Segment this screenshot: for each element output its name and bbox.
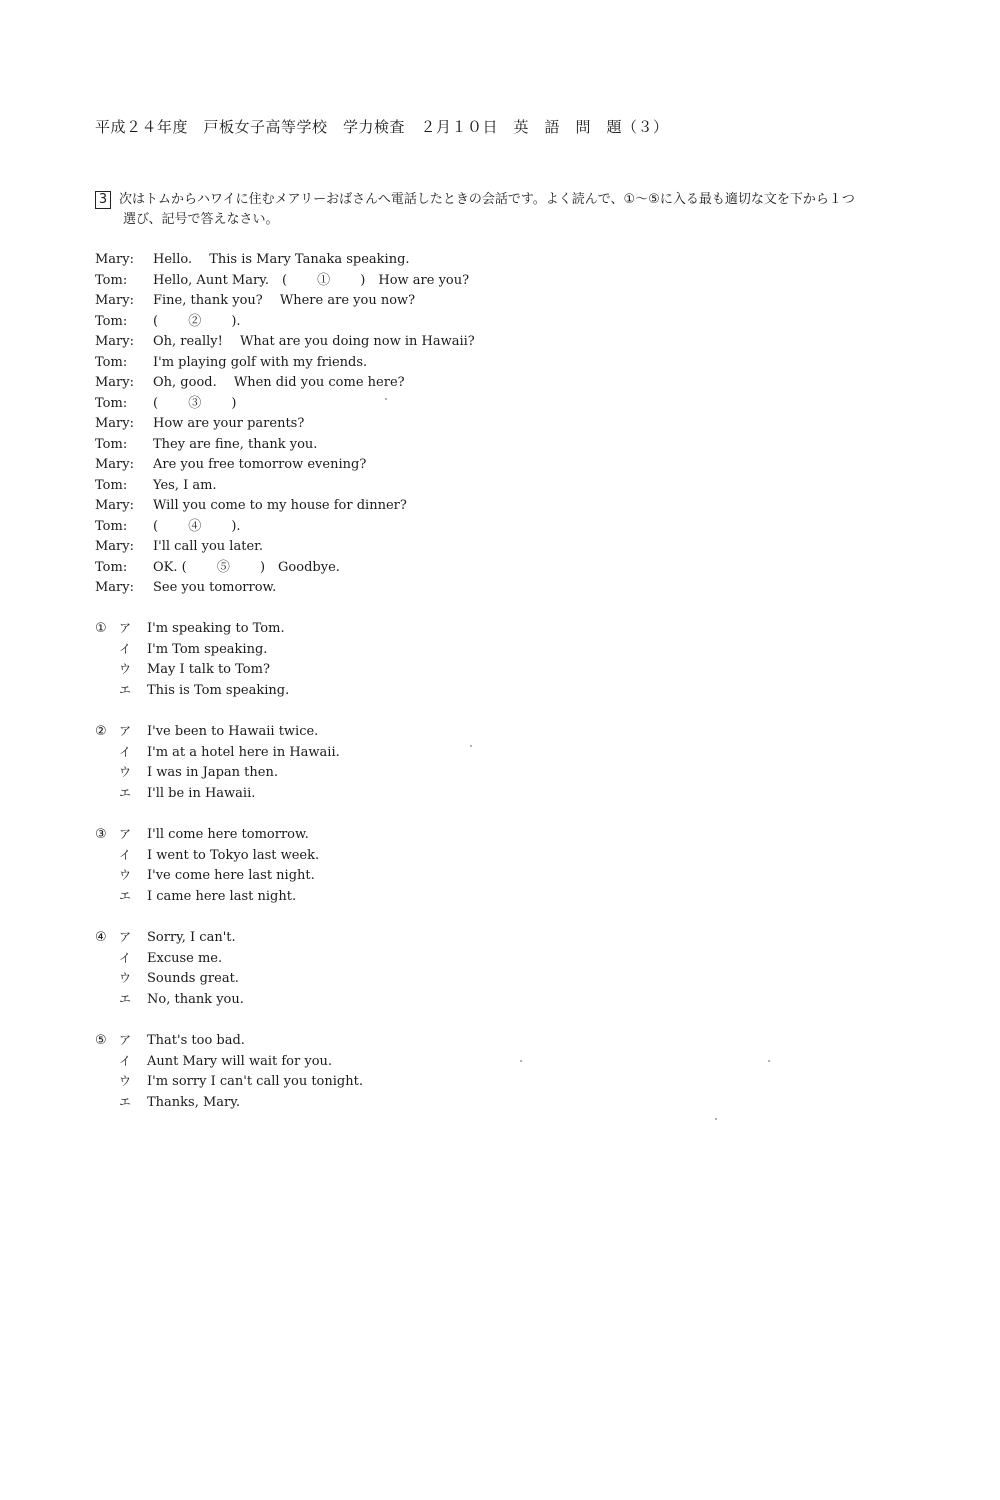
option-text: I came here last night. <box>147 888 297 904</box>
speaker-name: Mary: <box>95 334 134 349</box>
choice-option <box>95 865 363 886</box>
dialogue-line <box>95 476 795 497</box>
dialogue-line <box>95 435 795 456</box>
choice-group <box>95 618 363 700</box>
option-label: ウ <box>119 971 132 985</box>
dialogue-text: Oh, good. When did you come here? <box>153 375 405 390</box>
option-label: エ <box>119 1094 132 1109</box>
option-text: I've come here last night. <box>147 868 315 883</box>
dialogue-line <box>95 455 795 476</box>
instruction-text-2: 選び、記号で答えなさい。 <box>123 212 279 227</box>
choice-option <box>95 742 363 763</box>
speaker-name: Tom: <box>95 272 128 288</box>
scan-speck <box>470 745 472 747</box>
speaker-name: Mary: <box>95 539 134 554</box>
option-label: イ <box>119 1053 132 1068</box>
option-label: ア <box>119 724 132 738</box>
dialogue-line <box>95 312 795 333</box>
choice-option <box>95 762 363 783</box>
option-label: エ <box>119 785 132 800</box>
dialogue-text: They are fine, thank you. <box>153 436 318 452</box>
option-label: ア <box>119 621 132 635</box>
dialogue-line <box>95 373 795 394</box>
dialogue-text: How are your parents? <box>153 416 305 431</box>
dialogue-text: ( ② ). <box>153 313 241 329</box>
choice-option <box>95 639 363 660</box>
option-label: イ <box>119 641 132 656</box>
dialogue-text: ( ③ ) <box>153 395 237 411</box>
dialogue-line <box>95 291 795 312</box>
option-label: エ <box>119 888 132 903</box>
dialogue-line <box>95 250 795 271</box>
option-text: That's too bad. <box>147 1033 245 1048</box>
option-label: イ <box>119 744 132 759</box>
speaker-name: Tom: <box>95 477 128 493</box>
dialogue-line <box>95 517 795 538</box>
dialogue-text: Oh, really! What are you doing now in Hawaii? <box>153 334 475 349</box>
speaker-name: Mary: <box>95 293 134 308</box>
option-label: ウ <box>119 662 132 676</box>
option-label: イ <box>119 847 132 862</box>
option-text: This is Tom speaking. <box>147 682 290 698</box>
choice-option <box>95 618 363 639</box>
question-number-box: 3 <box>95 191 111 209</box>
choice-number: ① <box>95 621 107 636</box>
choice-number: ④ <box>95 930 107 945</box>
speaker-name: Mary: <box>95 457 134 472</box>
option-label: エ <box>119 991 132 1006</box>
option-label: ウ <box>119 868 132 882</box>
dialogue-text: Yes, I am. <box>153 477 217 493</box>
dialogue-line <box>95 394 795 415</box>
choice-option <box>95 927 363 948</box>
choice-group <box>95 927 363 1009</box>
speaker-name: Mary: <box>95 252 134 267</box>
dialogue-text: OK. ( ⑤ ) Goodbye. <box>153 559 340 575</box>
choice-number: ⑤ <box>95 1033 107 1048</box>
scan-speck <box>520 1060 522 1062</box>
scan-speck <box>385 398 387 400</box>
choice-option <box>95 1030 363 1051</box>
page-title: 平成２４年度 戸板女子高等学校 学力検査 ２月１０日 英 語 問 題（３） <box>95 118 669 136</box>
speaker-name: Tom: <box>95 395 128 411</box>
dialogue-line <box>95 353 795 374</box>
choice-number: ② <box>95 724 107 739</box>
dialogue-text: I'm playing golf with my friends. <box>153 354 368 370</box>
question-instruction <box>95 190 915 230</box>
choice-option <box>95 886 363 907</box>
option-text: Excuse me. <box>147 950 223 966</box>
choice-option <box>95 721 363 742</box>
option-label: ウ <box>119 765 132 779</box>
choice-option <box>95 824 363 845</box>
speaker-name: Tom: <box>95 313 128 329</box>
speaker-name: Tom: <box>95 436 128 452</box>
scan-speck <box>768 1060 770 1062</box>
option-text: May I talk to Tom? <box>147 662 270 677</box>
choice-option <box>95 845 363 866</box>
option-text: Sorry, I can't. <box>147 930 236 945</box>
choice-group <box>95 721 363 803</box>
option-text: I'm sorry I can't call you tonight. <box>147 1074 363 1089</box>
option-text: I'm Tom speaking. <box>147 641 268 657</box>
instruction-text-1: 次はトムからハワイに住むメアリーおばさんへ電話したときの会話です。よく読んで、①～⑤に入る最も適切な文を下から１つ <box>119 192 855 207</box>
choice-option <box>95 659 363 680</box>
dialogue-line <box>95 496 795 517</box>
option-text: I'm speaking to Tom. <box>147 621 285 636</box>
option-text: I went to Tokyo last week. <box>147 847 320 863</box>
option-text: Sounds great. <box>147 971 239 986</box>
choice-option <box>95 948 363 969</box>
option-text: I'm at a hotel here in Hawaii. <box>147 744 340 760</box>
instruction-line-1 <box>95 190 915 210</box>
dialogue-text: Hello, Aunt Mary. ( ① ) How are you? <box>153 272 470 288</box>
option-label: イ <box>119 950 132 965</box>
dialogue-line <box>95 537 795 558</box>
dialogue-line <box>95 271 795 292</box>
dialogue-text: See you tomorrow. <box>153 580 277 595</box>
choice-number: ③ <box>95 827 107 842</box>
choice-option <box>95 680 363 701</box>
option-text: Aunt Mary will wait for you. <box>147 1053 333 1069</box>
speaker-name: Mary: <box>95 416 134 431</box>
option-text: No, thank you. <box>147 991 244 1007</box>
option-text: I was in Japan then. <box>147 765 278 780</box>
speaker-name: Mary: <box>95 375 134 390</box>
choice-option <box>95 1051 363 1072</box>
scan-speck <box>715 1118 717 1120</box>
choice-option <box>95 1071 363 1092</box>
dialogue-text: Hello. This is Mary Tanaka speaking. <box>153 252 410 267</box>
choice-group <box>95 1030 363 1112</box>
dialogue-line <box>95 578 795 599</box>
dialogue <box>95 250 795 599</box>
dialogue-text: Are you free tomorrow evening? <box>153 457 367 472</box>
choice-option <box>95 783 363 804</box>
dialogue-line <box>95 558 795 579</box>
option-label: ア <box>119 930 132 944</box>
option-label: エ <box>119 682 132 697</box>
option-text: Thanks, Mary. <box>147 1094 241 1110</box>
option-text: I've been to Hawaii twice. <box>147 724 319 739</box>
choice-option <box>95 968 363 989</box>
answer-choices <box>95 618 363 1133</box>
speaker-name: Tom: <box>95 559 128 575</box>
speaker-name: Mary: <box>95 580 134 595</box>
option-label: ア <box>119 827 132 841</box>
dialogue-text: ( ④ ). <box>153 518 241 534</box>
dialogue-line <box>95 332 795 353</box>
dialogue-line <box>95 414 795 435</box>
option-label: ウ <box>119 1074 132 1088</box>
choice-option <box>95 1092 363 1113</box>
option-text: I'll be in Hawaii. <box>147 785 256 801</box>
speaker-name: Tom: <box>95 354 128 370</box>
dialogue-text: I'll call you later. <box>153 539 264 554</box>
choice-option <box>95 989 363 1010</box>
dialogue-text: Will you come to my house for dinner? <box>153 498 407 513</box>
speaker-name: Mary: <box>95 498 134 513</box>
dialogue-text: Fine, thank you? Where are you now? <box>153 293 416 308</box>
option-text: I'll come here tomorrow. <box>147 827 309 842</box>
option-label: ア <box>119 1033 132 1047</box>
choice-group <box>95 824 363 906</box>
speaker-name: Tom: <box>95 518 128 534</box>
